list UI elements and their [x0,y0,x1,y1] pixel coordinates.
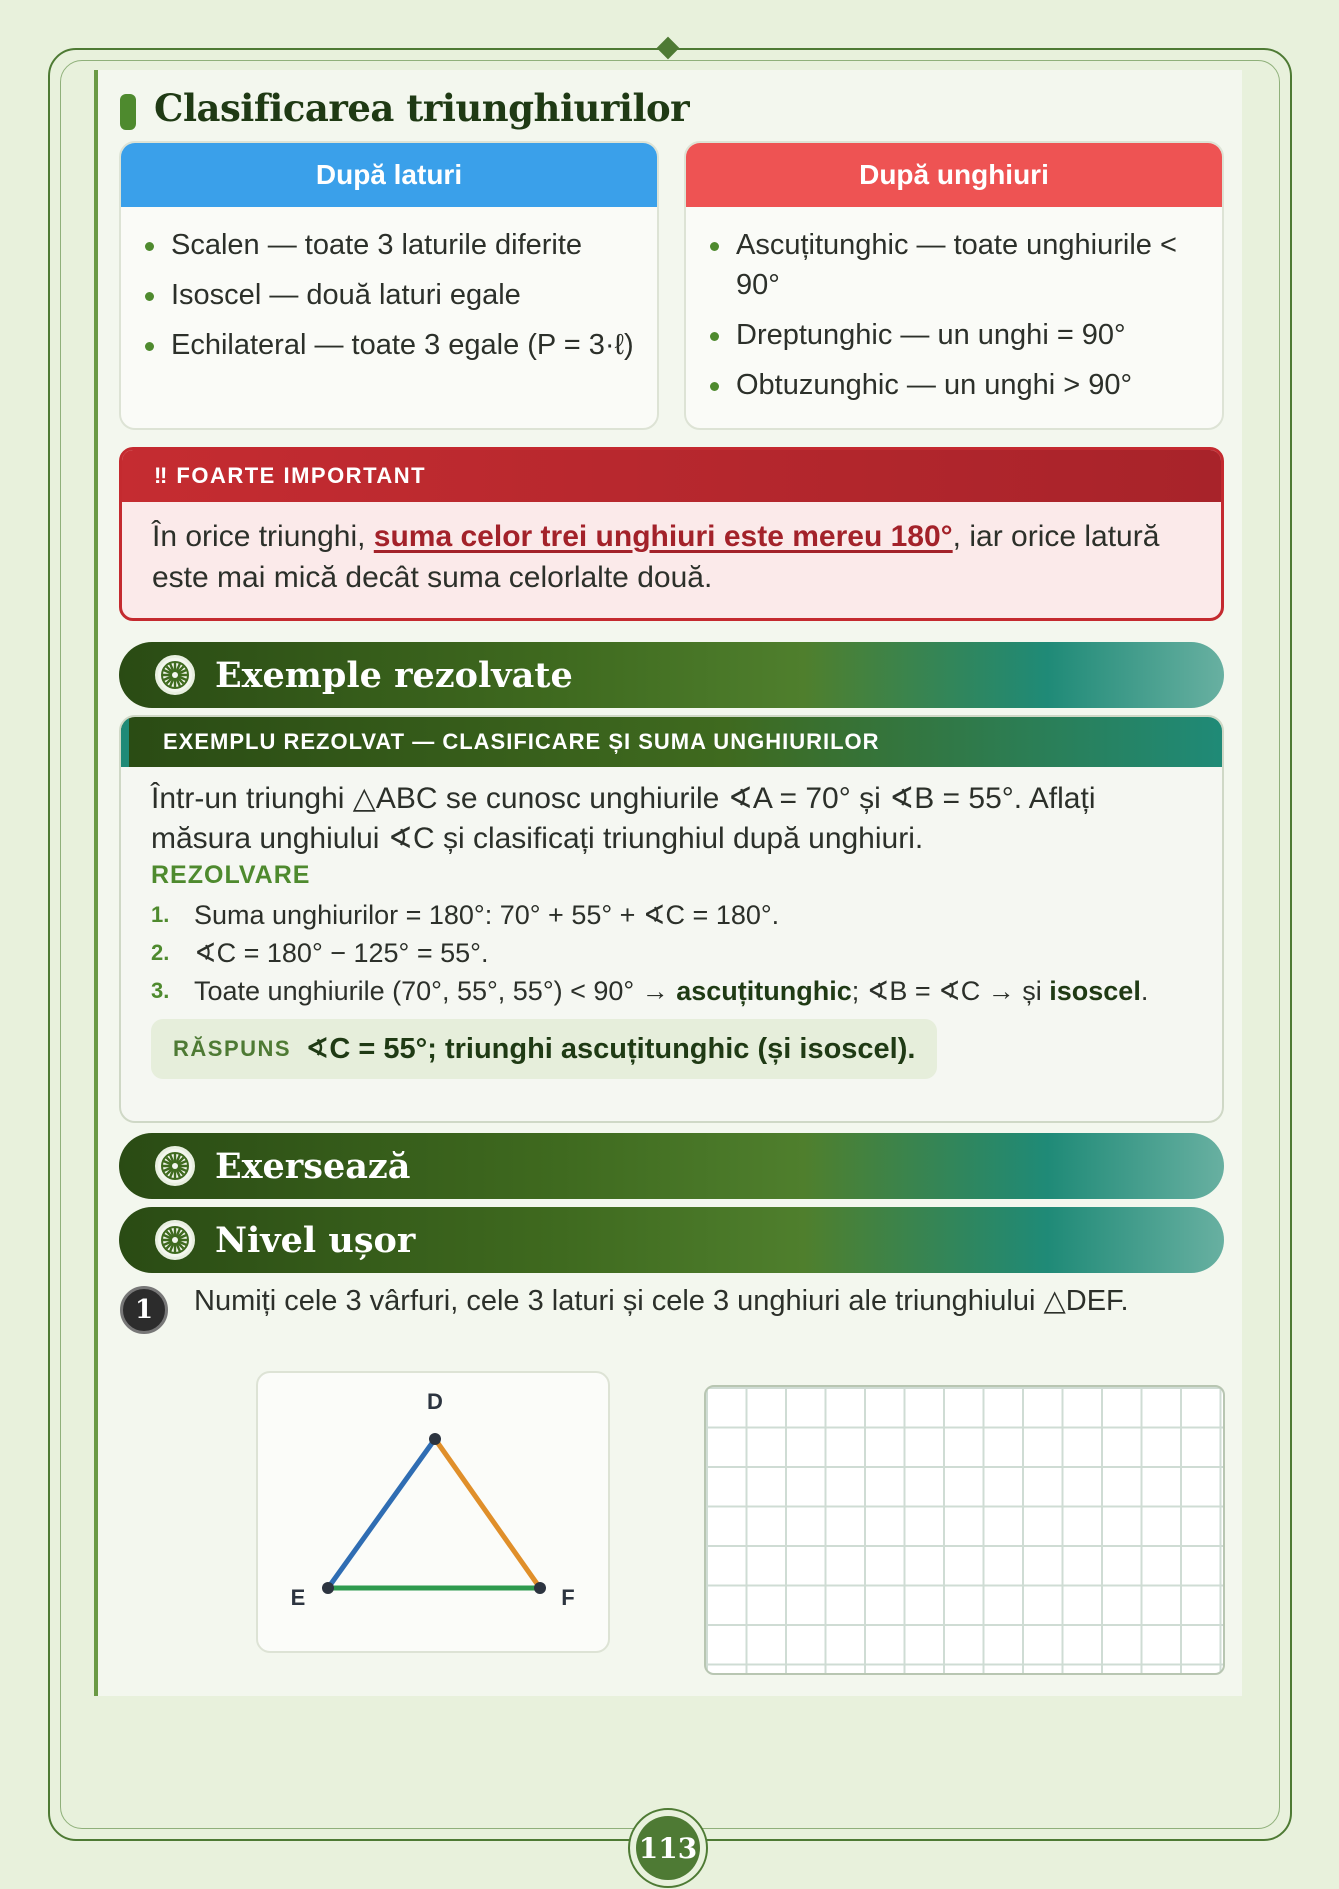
side-df [435,1439,540,1588]
side-de [328,1439,435,1588]
section-title: Exersează [215,1145,411,1187]
wheel-icon [155,655,195,695]
triangle-figure [256,1371,610,1653]
example-statement: Într-un triunghi △ABC se cunosc unghiurile ∢A = 70° și ∢B = 55°. Aflați măsura unghiului ∢C și clasificați triunghiul după unghiuri. [151,782,1096,855]
bullet-icon [145,242,154,251]
bullet-icon [145,342,154,351]
bullet-icon [710,332,719,341]
solution-step: 1. Suma unghiurilor = 180°: 70° + 55° + ∢C = 180°. [151,900,780,930]
card-by-sides [119,141,659,430]
page-number-badge [628,1808,708,1888]
solution-steps [151,897,1192,1009]
exercise-text: Numiți cele 3 vârfuri, cele 3 laturi și cele 3 unghiuri ale triunghiului △DEF. [194,1285,1129,1317]
list-item: Obtuzunghic — un unghi > 90° [708,365,1204,405]
answer-text: ∢C = 55°; triunghi ascuțitunghic (și isoscel). [305,1033,916,1065]
list-item: Echilateral — toate 3 egale (P = 3·ℓ) [143,325,639,365]
vertex-f-label: F [561,1585,575,1610]
card-by-sides-heading: După laturi [121,143,657,207]
wheel-icon [155,1220,195,1260]
answer-label: RĂSPUNS [173,1036,292,1061]
vertex-d-point [429,1433,441,1445]
angles-list [686,207,1222,405]
vertex-d-label: D [427,1389,443,1414]
card-by-angles [684,141,1224,430]
page-number: 113 [636,1816,700,1880]
solution-label: REZOLVARE [151,861,311,889]
solved-example [119,715,1224,1123]
list-item: Scalen — toate 3 laturile diferite [143,225,639,265]
page-title: Clasificarea triunghiurilor [154,86,690,130]
solution-step: 2. ∢C = 180° − 125° = 55°. [151,938,489,968]
example-accent [121,717,129,767]
section-banner-level [119,1207,1224,1273]
bullet-icon [710,382,719,391]
list-item: Dreptunghic — un unghi = 90° [708,315,1204,355]
answer-box [151,1019,937,1079]
vertex-e-point [322,1582,334,1594]
section-banner-examples [119,642,1224,708]
important-callout [119,447,1224,621]
important-label: ‼ FOARTE IMPORTANT [122,450,1221,502]
triangle-diagram [258,1373,612,1655]
section-banner-practice [119,1133,1224,1199]
bullet-icon [710,242,719,251]
title-accent-bar [120,94,136,130]
sides-list [121,207,657,365]
solution-step: 3. Toate unghiurile (70°, 55°, 55°) < 90° → ascuțitunghic; ∢B = ∢C → și isoscel. [151,976,1149,1006]
example-header: EXEMPLU REZOLVAT — CLASIFICARE ȘI SUMA UNGHIURILOR [121,717,1222,767]
exercise-number-badge: 1 [120,1286,168,1334]
wheel-icon [155,1146,195,1186]
list-item: Ascuțitunghic — toate unghiurile < 90° [708,225,1204,305]
vertex-f-point [534,1582,546,1594]
card-by-angles-heading: După unghiuri [686,143,1222,207]
important-text: În orice triunghi, suma celor trei unghiuri este mereu 180°, iar orice latură este mai mică decât suma celorlalte două. [152,520,1160,594]
vertex-e-label: E [290,1585,306,1610]
list-item: Isoscel — două laturi egale [143,275,639,315]
important-highlight: suma celor trei unghiuri este mereu 180° [373,520,953,553]
answer-grid[interactable] [704,1385,1225,1675]
section-title: Nivel ușor [215,1219,416,1261]
bullet-icon [145,292,154,301]
section-title: Exemple rezolvate [215,654,573,696]
